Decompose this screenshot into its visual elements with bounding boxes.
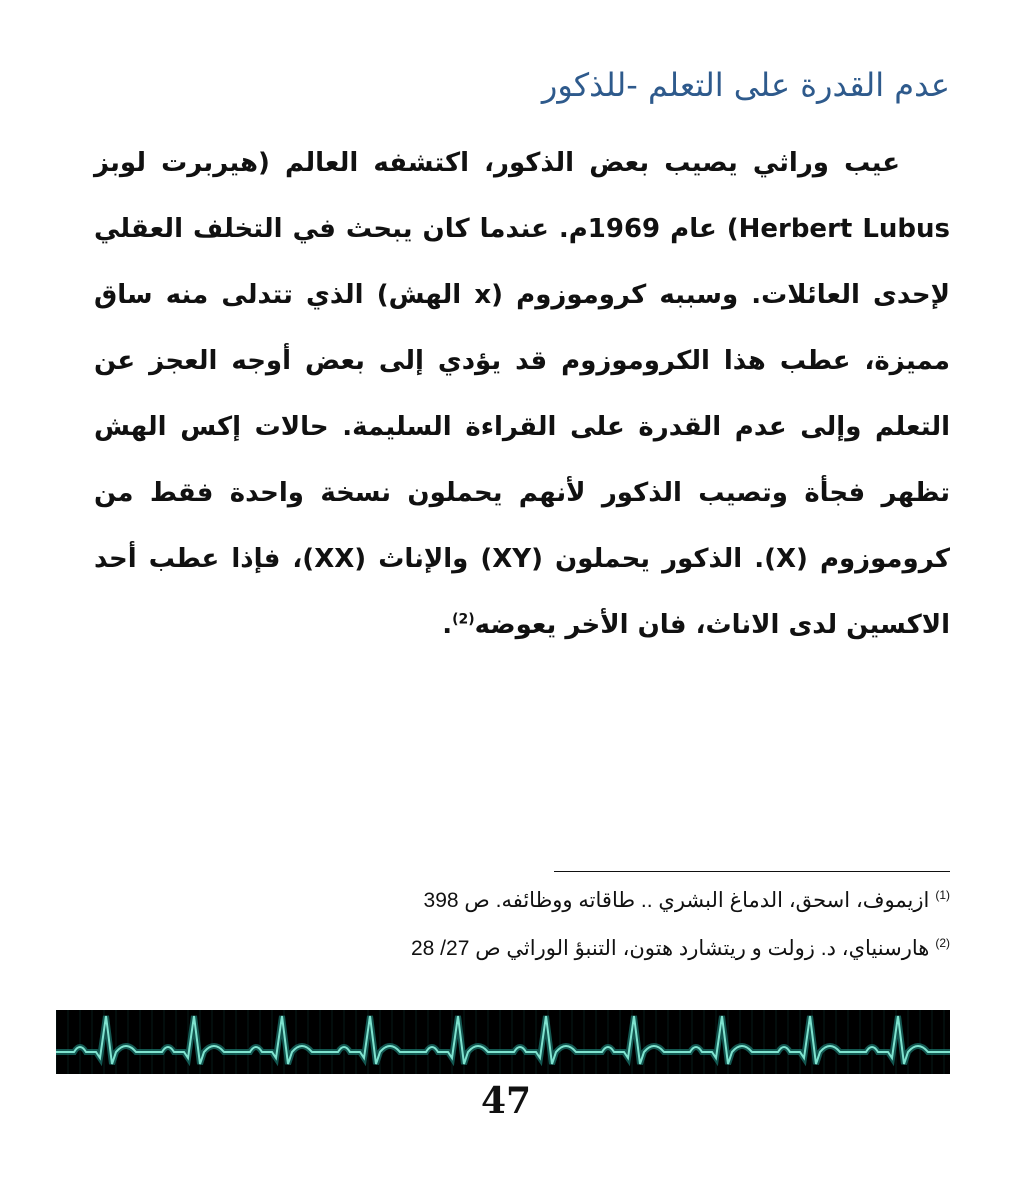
- footnote-item: [100, 888, 950, 914]
- paragraph-end: .: [442, 610, 453, 640]
- section-heading: عدم القدرة على التعلم -للذكور: [541, 66, 950, 104]
- paragraph-text: عيب وراثي يصيب بعض الذكور، اكتشفه العالم (هيربرت لوبز Herbert Lubus) عام 1969م. عندما كان يبحث في التخلف العقلي لإحدى العائلات. وسببه كروموزوم (x الهش) الذي تتدلى منه ساق مميزة، عطب هذا الكروموزوم قد يؤدي إلى بعض أوجه العجز عن التعلم وإلى عدم القدرة على القراءة السليمة. حالات إكس الهش تظهر فجأة وتصيب الذكور لأنهم يحملون نسخة واحدة فقط من كروموزوم (X). الذكور يحملون (XY) والإناث (XX)، فإذا عطب أحد الاكسين لدى الاناث، فان الأخر يعوضه: [94, 148, 950, 640]
- footnote-text: هارسنياي، د. زولت و ريتشارد هتون، التنبؤ الوراثي ص 27/ 28: [410, 937, 930, 960]
- footnote-text: ازيموف، اسحق، الدماغ البشري .. طاقاته ووظائفه. ص 398: [423, 889, 930, 912]
- body-paragraph: [94, 130, 950, 658]
- footnote-number: (2): [935, 936, 950, 950]
- footnote-number: (1): [935, 888, 950, 902]
- page-number: 47: [480, 1080, 532, 1122]
- ecg-decoration-band: [56, 1010, 950, 1074]
- footnotes-list: [100, 888, 950, 984]
- ecg-heartbeat-icon: [56, 1010, 950, 1074]
- footnote-item: [100, 936, 950, 962]
- footnote-separator: [554, 871, 950, 872]
- footnote-reference[interactable]: (2): [452, 611, 475, 628]
